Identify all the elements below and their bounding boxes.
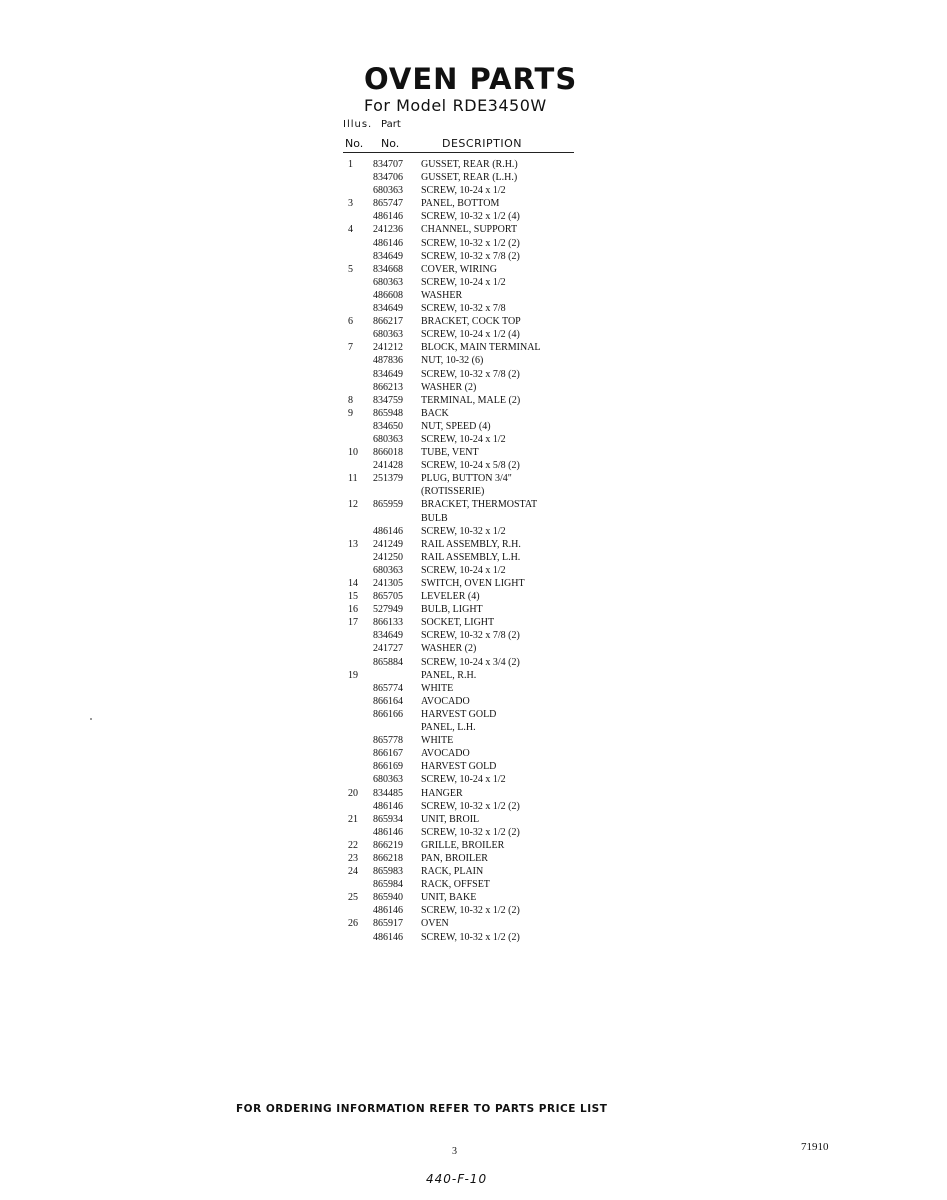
illus-no: 17 bbox=[348, 617, 358, 629]
parts-row bbox=[343, 210, 593, 223]
illus-no bbox=[343, 773, 373, 786]
parts-row bbox=[343, 459, 593, 472]
illus-no bbox=[343, 760, 373, 773]
part-description: WASHER (2) bbox=[421, 643, 477, 655]
part-description: PANEL, R.H. bbox=[421, 669, 477, 681]
parts-row bbox=[343, 800, 593, 813]
part-no: 241249 bbox=[373, 538, 403, 550]
part-no: 865940 bbox=[373, 892, 403, 904]
part-description: HARVEST GOLD bbox=[421, 708, 497, 720]
illus-no bbox=[343, 656, 373, 669]
illus-no bbox=[343, 682, 373, 695]
part-description: SCREW, 10-24 x 1/2 bbox=[421, 276, 506, 288]
parts-row bbox=[343, 171, 593, 184]
part-description: AVOCADO bbox=[421, 748, 470, 760]
part-description: SWITCH, OVEN LIGHT bbox=[421, 578, 525, 589]
illus-no bbox=[343, 826, 373, 839]
part-no: 865705 bbox=[373, 591, 403, 603]
part-description: UNIT, BAKE bbox=[421, 892, 477, 904]
part-description: HARVEST GOLD bbox=[421, 761, 497, 773]
part-no: 834668 bbox=[373, 263, 403, 275]
parts-row bbox=[343, 590, 593, 603]
part-description: SCREW, 10-24 x 3/4 (2) bbox=[421, 656, 520, 668]
part-description: RACK, PLAIN bbox=[421, 866, 484, 878]
illus-no bbox=[343, 354, 373, 367]
ordering-footer: FOR ORDERING INFORMATION REFER TO PARTS PRICE LIST bbox=[236, 1103, 608, 1115]
parts-row bbox=[343, 446, 593, 459]
page-number: 3 bbox=[452, 1146, 457, 1157]
part-description: PANEL, BOTTOM bbox=[421, 198, 500, 210]
illus-no: 8 bbox=[348, 394, 353, 406]
parts-row bbox=[343, 734, 593, 747]
header-part-no: No. bbox=[381, 137, 400, 150]
part-no: 866169 bbox=[373, 761, 403, 773]
part-description: GUSSET, REAR (R.H.) bbox=[421, 159, 518, 170]
part-description: SCREW, 10-24 x 1/2 bbox=[421, 433, 506, 445]
illus-no: 13 bbox=[348, 538, 358, 550]
part-no: 680363 bbox=[373, 564, 403, 576]
part-no: 866018 bbox=[373, 447, 403, 459]
part-description: SCREW, 10-32 x 7/8 bbox=[421, 303, 506, 315]
parts-row bbox=[343, 642, 593, 655]
illus-no bbox=[343, 459, 373, 472]
illus-no bbox=[343, 695, 373, 708]
part-no: 834485 bbox=[373, 787, 403, 799]
part-description: SCREW, 10-24 x 5/8 (2) bbox=[421, 460, 520, 472]
part-no: 486146 bbox=[373, 905, 403, 917]
parts-row bbox=[343, 263, 593, 276]
parts-row bbox=[343, 564, 593, 577]
illus-no bbox=[343, 171, 373, 184]
parts-row bbox=[343, 826, 593, 839]
parts-row bbox=[343, 472, 593, 485]
illus-no: 1 bbox=[348, 159, 353, 170]
part-no: 486146 bbox=[373, 525, 403, 537]
parts-row bbox=[343, 656, 593, 669]
part-no: 834649 bbox=[373, 368, 403, 380]
parts-row bbox=[343, 525, 593, 538]
parts-row bbox=[343, 498, 593, 511]
part-description: SCREW, 10-32 x 1/2 bbox=[421, 525, 506, 537]
part-description: SCREW, 10-32 x 7/8 (2) bbox=[421, 630, 520, 642]
part-description: SCREW, 10-32 x 1/2 (2) bbox=[421, 931, 520, 943]
parts-row bbox=[343, 223, 593, 236]
part-description: COVER, WIRING bbox=[421, 263, 497, 275]
part-no: 680363 bbox=[373, 774, 403, 786]
part-no: 865884 bbox=[373, 656, 403, 668]
part-no: 241236 bbox=[373, 224, 403, 236]
parts-row bbox=[343, 551, 593, 564]
part-description: NUT, SPEED (4) bbox=[421, 420, 491, 432]
parts-row bbox=[343, 773, 593, 786]
part-no bbox=[373, 512, 421, 525]
part-no: 241250 bbox=[373, 551, 403, 563]
parts-row bbox=[343, 603, 593, 616]
parts-row bbox=[343, 394, 593, 407]
part-no: 866218 bbox=[373, 852, 403, 864]
parts-row bbox=[343, 250, 593, 263]
parts-row bbox=[343, 512, 593, 525]
parts-row bbox=[343, 197, 593, 210]
header-illus-no: No. bbox=[345, 137, 364, 150]
parts-row bbox=[343, 368, 593, 381]
illus-no bbox=[343, 721, 373, 734]
parts-row bbox=[343, 708, 593, 721]
scan-speck bbox=[90, 718, 92, 720]
illus-no bbox=[343, 210, 373, 223]
part-description: SCREW, 10-24 x 1/2 (4) bbox=[421, 329, 520, 341]
illus-no: 5 bbox=[348, 263, 353, 275]
part-no: 865934 bbox=[373, 813, 403, 825]
part-no: 866164 bbox=[373, 695, 403, 707]
part-description: SCREW, 10-32 x 1/2 (2) bbox=[421, 237, 520, 249]
parts-row bbox=[343, 721, 593, 734]
part-description: AVOCADO bbox=[421, 695, 470, 707]
part-no: 486146 bbox=[373, 211, 403, 223]
part-description: WHITE bbox=[421, 735, 454, 747]
part-description: RAIL ASSEMBLY, L.H. bbox=[421, 551, 521, 563]
parts-row bbox=[343, 629, 593, 642]
part-description: LEVELER (4) bbox=[421, 591, 480, 603]
illus-no bbox=[343, 931, 373, 944]
part-no: 834759 bbox=[373, 394, 403, 406]
parts-row bbox=[343, 485, 593, 498]
part-no: 486146 bbox=[373, 237, 403, 249]
parts-row bbox=[343, 158, 593, 171]
illus-no: 19 bbox=[348, 669, 358, 681]
part-no: 680363 bbox=[373, 329, 403, 341]
illus-no: 4 bbox=[348, 224, 353, 236]
part-description: UNIT, BROIL bbox=[421, 813, 480, 825]
part-description: BRACKET, COCK TOP bbox=[421, 316, 521, 328]
illus-no: 9 bbox=[348, 407, 353, 419]
part-no: 527949 bbox=[373, 604, 403, 616]
part-no: 834707 bbox=[373, 159, 403, 170]
illus-no bbox=[343, 302, 373, 315]
illus-no: 25 bbox=[348, 892, 358, 904]
parts-row bbox=[343, 747, 593, 760]
parts-row bbox=[343, 682, 593, 695]
parts-row bbox=[343, 341, 593, 354]
part-no: 241305 bbox=[373, 578, 403, 589]
part-no: 834649 bbox=[373, 303, 403, 315]
part-description: GRILLE, BROILER bbox=[421, 839, 505, 851]
illus-no: 6 bbox=[348, 316, 353, 328]
part-description: OVEN bbox=[421, 918, 449, 930]
illus-no: 16 bbox=[348, 604, 358, 616]
illus-no bbox=[343, 708, 373, 721]
part-description: BLOCK, MAIN TERMINAL bbox=[421, 342, 541, 354]
part-no: 487836 bbox=[373, 355, 403, 367]
illus-no: 22 bbox=[348, 839, 358, 851]
part-description: SCREW, 10-24 x 1/2 bbox=[421, 185, 506, 197]
illus-no bbox=[343, 485, 373, 498]
parts-row bbox=[343, 878, 593, 891]
parts-row bbox=[343, 420, 593, 433]
part-no: 486608 bbox=[373, 289, 403, 301]
part-description: SCREW, 10-32 x 1/2 (4) bbox=[421, 211, 520, 223]
illus-no: 23 bbox=[348, 852, 358, 864]
illus-no bbox=[343, 551, 373, 564]
illus-no: 15 bbox=[348, 591, 358, 603]
part-description: HANGER bbox=[421, 787, 463, 799]
parts-row bbox=[343, 237, 593, 250]
part-no: 866133 bbox=[373, 617, 403, 629]
model-subtitle bbox=[364, 96, 547, 115]
parts-row bbox=[343, 538, 593, 551]
illus-no: 10 bbox=[348, 447, 358, 459]
part-description: BACK bbox=[421, 407, 449, 419]
part-no: 866166 bbox=[373, 708, 403, 720]
illus-no bbox=[343, 328, 373, 341]
parts-row bbox=[343, 354, 593, 367]
header-description: DESCRIPTION bbox=[442, 137, 522, 150]
illus-no bbox=[343, 734, 373, 747]
illus-no: 11 bbox=[348, 473, 358, 485]
part-description: RACK, OFFSET bbox=[421, 879, 490, 891]
part-no: 241428 bbox=[373, 460, 403, 472]
parts-row bbox=[343, 616, 593, 629]
illus-no: 24 bbox=[348, 866, 358, 878]
parts-row bbox=[343, 276, 593, 289]
illus-no bbox=[343, 525, 373, 538]
parts-row bbox=[343, 865, 593, 878]
part-no: 486146 bbox=[373, 826, 403, 838]
part-description: SCREW, 10-24 x 1/2 bbox=[421, 774, 506, 786]
part-description: WASHER (2) bbox=[421, 381, 477, 393]
part-no: 865747 bbox=[373, 198, 403, 210]
illus-no bbox=[343, 564, 373, 577]
part-description: SCREW, 10-32 x 1/2 (2) bbox=[421, 905, 520, 917]
parts-row bbox=[343, 917, 593, 930]
part-description: BULB, LIGHT bbox=[421, 604, 483, 616]
illus-no bbox=[343, 381, 373, 394]
illus-no bbox=[343, 747, 373, 760]
part-no: 865774 bbox=[373, 682, 403, 694]
parts-row bbox=[343, 328, 593, 341]
part-description: TUBE, VENT bbox=[421, 447, 479, 459]
part-no: 680363 bbox=[373, 433, 403, 445]
parts-row bbox=[343, 839, 593, 852]
part-no: 680363 bbox=[373, 185, 403, 197]
handwritten-note: 440-F-10 bbox=[426, 1172, 488, 1186]
illus-no bbox=[343, 368, 373, 381]
part-description: SCREW, 10-32 x 7/8 (2) bbox=[421, 250, 520, 262]
page-title: OVEN PARTS bbox=[364, 62, 578, 96]
part-no bbox=[373, 721, 421, 734]
illus-no bbox=[343, 878, 373, 891]
parts-row bbox=[343, 302, 593, 315]
part-no: 486146 bbox=[373, 800, 403, 812]
illus-no bbox=[343, 629, 373, 642]
parts-row bbox=[343, 381, 593, 394]
part-description: BULB bbox=[421, 512, 448, 524]
header-divider bbox=[343, 152, 574, 153]
illus-no bbox=[343, 237, 373, 250]
part-description: PLUG, BUTTON 3/4" bbox=[421, 473, 512, 485]
part-description: CHANNEL, SUPPORT bbox=[421, 224, 518, 236]
illus-no: 3 bbox=[348, 198, 353, 210]
illus-no bbox=[343, 276, 373, 289]
parts-row bbox=[343, 891, 593, 904]
part-no: 834649 bbox=[373, 250, 403, 262]
illus-no bbox=[343, 184, 373, 197]
part-no: 241212 bbox=[373, 342, 403, 354]
part-no: 865983 bbox=[373, 866, 403, 878]
parts-row bbox=[343, 760, 593, 773]
part-description: RAIL ASSEMBLY, R.H. bbox=[421, 538, 521, 550]
part-description: SCREW, 10-32 x 1/2 (2) bbox=[421, 800, 520, 812]
part-no: 866167 bbox=[373, 748, 403, 760]
part-no: 865984 bbox=[373, 879, 403, 891]
illus-no bbox=[343, 250, 373, 263]
illus-no bbox=[343, 904, 373, 917]
illus-no bbox=[343, 512, 373, 525]
part-no: 251379 bbox=[373, 473, 403, 485]
illus-no: 14 bbox=[348, 578, 358, 589]
document-number: 71910 bbox=[801, 1141, 829, 1153]
part-no: 865948 bbox=[373, 407, 403, 419]
part-no bbox=[373, 485, 421, 498]
part-description: PAN, BROILER bbox=[421, 852, 488, 864]
part-description: (ROTISSERIE) bbox=[421, 486, 485, 498]
parts-row bbox=[343, 669, 593, 682]
part-no: 865917 bbox=[373, 918, 403, 930]
illus-no: 20 bbox=[348, 787, 358, 799]
part-description: GUSSET, REAR (L.H.) bbox=[421, 172, 518, 184]
part-description: WHITE bbox=[421, 682, 454, 694]
part-description: BRACKET, THERMOSTAT bbox=[421, 499, 538, 511]
for-model-label: For Model bbox=[364, 96, 447, 115]
header-illus: Illus. bbox=[343, 119, 373, 130]
part-no: 866213 bbox=[373, 381, 403, 393]
part-no: 834650 bbox=[373, 420, 403, 432]
header-part: Part bbox=[381, 119, 401, 130]
parts-row bbox=[343, 813, 593, 826]
illus-no bbox=[343, 800, 373, 813]
part-description: SCREW, 10-32 x 7/8 (2) bbox=[421, 368, 520, 380]
illus-no: 7 bbox=[348, 342, 353, 354]
parts-row bbox=[343, 433, 593, 446]
part-description: SCREW, 10-24 x 1/2 bbox=[421, 564, 506, 576]
parts-row bbox=[343, 852, 593, 865]
part-no: 680363 bbox=[373, 276, 403, 288]
part-no: 866217 bbox=[373, 316, 403, 328]
parts-row bbox=[343, 577, 593, 590]
parts-list bbox=[343, 158, 593, 944]
parts-row bbox=[343, 407, 593, 420]
illus-no bbox=[343, 642, 373, 655]
parts-row bbox=[343, 315, 593, 328]
parts-row bbox=[343, 931, 593, 944]
parts-row bbox=[343, 289, 593, 302]
part-no: 865778 bbox=[373, 735, 403, 747]
part-description: SOCKET, LIGHT bbox=[421, 617, 495, 629]
part-no bbox=[373, 669, 421, 682]
illus-no bbox=[343, 289, 373, 302]
illus-no bbox=[343, 433, 373, 446]
part-no: 865959 bbox=[373, 499, 403, 511]
illus-no: 26 bbox=[348, 918, 358, 930]
parts-row bbox=[343, 695, 593, 708]
illus-no: 12 bbox=[348, 499, 358, 511]
part-no: 834649 bbox=[373, 630, 403, 642]
part-no: 866219 bbox=[373, 839, 403, 851]
part-description: TERMINAL, MALE (2) bbox=[421, 394, 521, 406]
parts-row bbox=[343, 787, 593, 800]
part-no: 241727 bbox=[373, 643, 403, 655]
part-description: PANEL, L.H. bbox=[421, 722, 476, 734]
model-number: RDE3450W bbox=[452, 96, 547, 115]
part-no: 834706 bbox=[373, 172, 403, 184]
part-no: 486146 bbox=[373, 931, 403, 943]
illus-no: 21 bbox=[348, 813, 358, 825]
illus-no bbox=[343, 420, 373, 433]
part-description: NUT, 10-32 (6) bbox=[421, 355, 484, 367]
part-description: SCREW, 10-32 x 1/2 (2) bbox=[421, 826, 520, 838]
part-description: WASHER bbox=[421, 289, 463, 301]
parts-row bbox=[343, 184, 593, 197]
parts-row bbox=[343, 904, 593, 917]
